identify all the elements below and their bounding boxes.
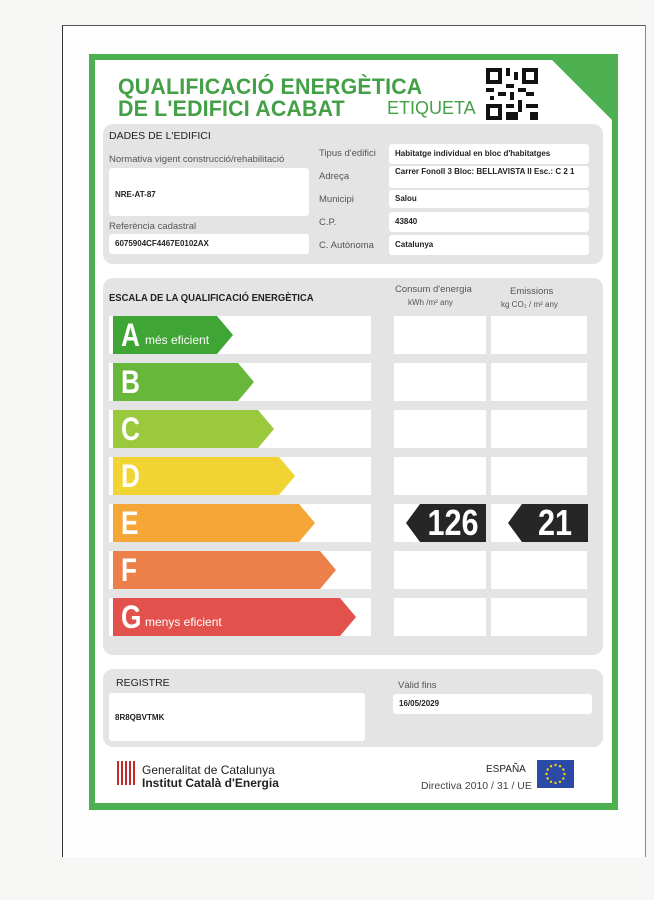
tipus-value: Habitatge individual en bloc d'habitatges — [395, 149, 551, 158]
registre-title: REGISTRE — [116, 677, 170, 689]
scale-cell — [394, 363, 486, 401]
class-letter: C — [121, 411, 140, 447]
referencia-value: 6075904CF4467E0102AX — [115, 239, 209, 248]
valid-value: 16/05/2029 — [399, 699, 440, 708]
normativa-value: NRE-AT-87 — [115, 190, 156, 199]
scale-cell — [491, 316, 587, 354]
scale-cell — [394, 598, 486, 636]
class-arrow-f — [113, 551, 336, 589]
class-arrow-b — [113, 363, 254, 401]
class-arrow-e — [113, 504, 315, 542]
tipus-label: Tipus d'edifici — [319, 148, 376, 159]
valid-box — [393, 694, 592, 714]
emissions-indicator-value: 21 — [537, 502, 573, 543]
country-label: ESPAÑA — [486, 764, 526, 775]
normativa-box — [109, 168, 309, 216]
org-line-2: Institut Català d'Energia — [142, 776, 279, 790]
eu-flag-icon — [537, 760, 574, 788]
scale-cell — [394, 457, 486, 495]
cp-label: C.P. — [319, 217, 337, 228]
energy-label-inner — [95, 60, 612, 803]
registre-value: 8R8QBVTMK — [115, 713, 165, 722]
valid-label: Vàlid fins — [398, 680, 437, 691]
eu-star — [550, 765, 552, 767]
energy-scale-panel — [103, 278, 603, 655]
eu-star — [550, 781, 552, 783]
autonoma-label: C. Autònoma — [319, 240, 374, 251]
adreca-box — [389, 166, 589, 188]
energy-label — [89, 54, 618, 810]
building-data-title: DADES DE L'EDIFICI — [109, 130, 211, 142]
eu-star — [562, 768, 564, 770]
eu-star — [562, 777, 564, 779]
scale-cell — [394, 551, 486, 589]
green-corner — [552, 60, 612, 120]
eu-star — [563, 773, 565, 775]
eu-star — [559, 781, 561, 783]
autonoma-box — [389, 235, 589, 255]
generalitat-logo-icon — [116, 760, 136, 786]
eu-star — [559, 765, 561, 767]
class-letter: F — [121, 552, 138, 588]
scale-cell — [491, 551, 587, 589]
class-arrow-a — [113, 316, 233, 354]
registre-panel — [103, 669, 603, 747]
qr-code-icon — [486, 68, 538, 120]
class-description: menys eficient — [145, 615, 222, 629]
class-letter: E — [121, 505, 139, 541]
registre-box — [109, 693, 365, 741]
scale-cell — [394, 316, 486, 354]
municipi-value: Salou — [395, 194, 417, 203]
class-arrow-c — [113, 410, 274, 448]
scale-cell — [491, 363, 587, 401]
scale-title: ESCALA DE LA QUALIFICACIÓ ENERGÈTICA — [109, 292, 314, 304]
etiqueta-badge: ETIQUETA — [387, 98, 476, 118]
class-letter: B — [121, 364, 140, 400]
scale-cell — [491, 598, 587, 636]
consum-unit: kWh /m² any — [408, 298, 453, 307]
cp-value: 43840 — [395, 217, 418, 226]
emissions-unit: kg CO₂ / m² any — [501, 300, 558, 309]
municipi-label: Municipi — [319, 194, 354, 205]
referencia-box — [109, 234, 309, 254]
municipi-box — [389, 190, 589, 208]
org-line-1: Generalitat de Catalunya — [142, 763, 275, 777]
autonoma-value: Catalunya — [395, 240, 434, 249]
eu-star — [545, 773, 547, 775]
referencia-label: Referència cadastral — [109, 221, 197, 232]
title-line-1: QUALIFICACIÓ ENERGÈTICA — [118, 74, 423, 99]
class-arrow-d — [113, 457, 295, 495]
class-letter: D — [121, 458, 140, 494]
consum-indicator-value: 126 — [427, 502, 479, 543]
directive-label: Directiva 2010 / 31 / UE — [421, 780, 532, 792]
adreca-label: Adreça — [319, 171, 350, 182]
consum-indicator — [406, 504, 486, 542]
class-description: més eficient — [145, 333, 210, 347]
title-line-2: DE L'EDIFICI ACABAT — [118, 96, 345, 121]
normativa-label: Normativa vigent construcció/rehabilitació — [109, 154, 285, 165]
adreca-value: Carrer Fonoll 3 Bloc: BELLAVISTA II Esc.: C 2 1 — [395, 167, 575, 176]
consum-label: Consum d'energia — [395, 284, 472, 295]
class-letter: A — [121, 317, 140, 353]
emissions-indicator — [508, 504, 588, 542]
class-letter: G — [121, 599, 142, 635]
class-arrow-g — [113, 598, 356, 636]
eu-star — [554, 782, 556, 784]
scale-cell — [394, 410, 486, 448]
scale-cell — [491, 410, 587, 448]
scale-cell — [491, 457, 587, 495]
eu-star — [547, 777, 549, 779]
eu-star — [554, 764, 556, 766]
eu-star — [547, 768, 549, 770]
cp-box — [389, 212, 589, 232]
tipus-box — [389, 144, 589, 164]
emissions-label: Emissions — [510, 286, 554, 297]
building-data-panel — [103, 124, 603, 264]
